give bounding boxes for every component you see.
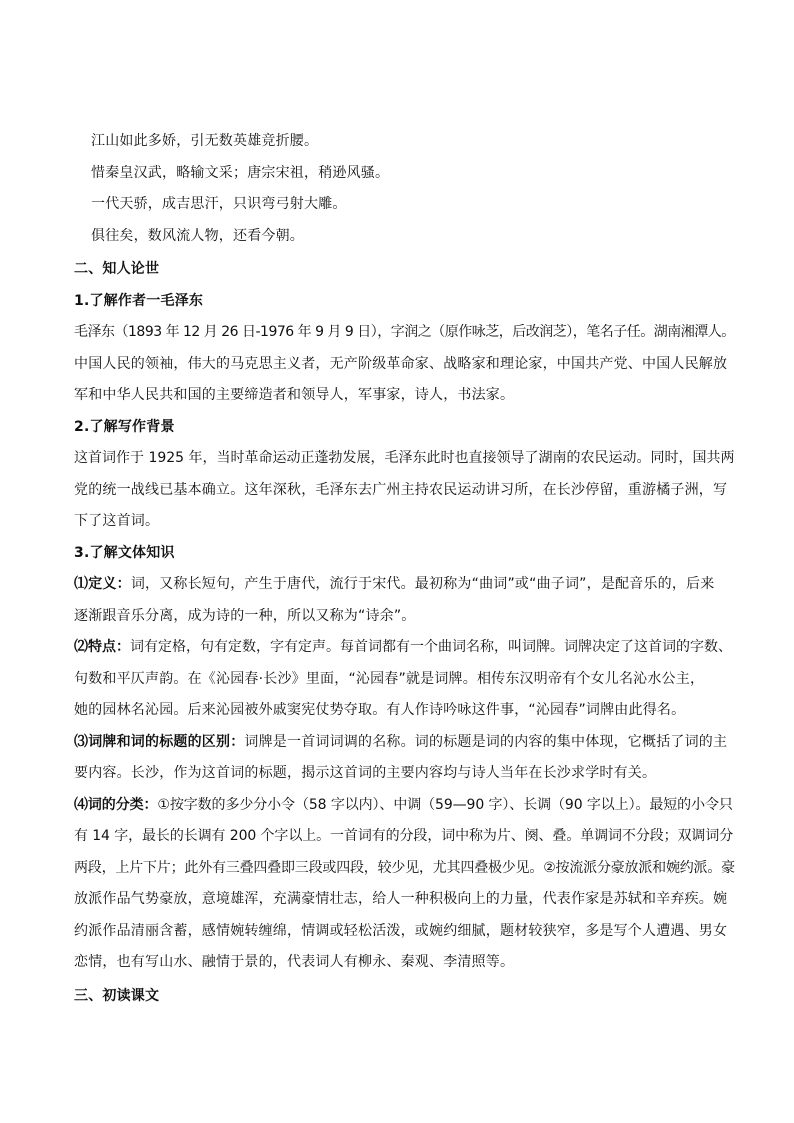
document-page <box>74 126 736 1012</box>
paragraph-line: 逐渐跟音乐分离，成为诗的一种，所以又称为“诗余”。 <box>74 607 416 624</box>
paragraph-line: 有 14 字，最长的长调有 200 个字以上。一首词有的分段，词中称为片、阕、叠。单调词不分段；双调词分 <box>74 828 734 844</box>
paragraph-line: 党的统一战线已基本确立。这年深秋，毛泽东去广州主持农民运动讲习所，在长沙停留，重游橘子洲，写 <box>74 481 728 498</box>
section-heading-2: 二、知人论世 <box>74 261 160 277</box>
paragraph-line: 约派作品清丽含蓄，感情婉转缠绵，情调或轻松活泼，或婉约细腻，题材较狭窄，多是写个人遭遇、男女 <box>74 922 728 939</box>
paragraph-line: 两段，上片下片；此外有三叠四叠即三段或四段，较少见，尤其四叠极少见。②按流派分豪放派和婉约派。豪 <box>74 859 735 876</box>
paragraph-line: 恋情，也有写山水、融情于景的，代表词人有柳永、秦观、李清照等。 <box>74 954 515 970</box>
paragraph-line: 中国人民的领袖，伟大的马克思主义者，无产阶级革命家、战略家和理论家，中国共产党、中国人民解放 <box>74 355 728 372</box>
poem-line: 一代天骄，成吉思汗，只识弯弓射大雕。 <box>91 196 347 212</box>
definition-lead: ⑴定义： <box>74 576 131 592</box>
paragraph-line: 这首词作于 1925 年，当时革命运动正蓬勃发展，毛泽东此时也直接领导了湖南的农民运动。同时，国共两 <box>74 450 735 466</box>
paragraph-line: 毛泽东（1893 年 12 月 26 日-1976 年 9 月 9 日），字润之（原作咏芝，后改润芝），笔名子任。湖南湘潭人。 <box>74 324 735 340</box>
paragraph-line: 下了这首词。 <box>74 513 160 529</box>
section-heading-3: 三、初读课文 <box>74 987 160 1004</box>
poem-line: 惜秦皇汉武，略输文采；唐宗宋祖，稍逊风骚。 <box>91 164 390 181</box>
features-lead: ⑵特点： <box>74 639 130 655</box>
difference-text: 词牌是一首词词调的名称。词的标题是词的内容的集中体现，它概括了词的主 <box>244 733 728 750</box>
difference-lead: ⑶词牌和词的标题的区别： <box>74 733 245 750</box>
difference-line-1 <box>74 727 736 759</box>
subheading-genre: 3.了解文体知识 <box>74 544 175 561</box>
features-text: 词有定格，句有定数，字有定声。每首词都有一个曲词名称，叫词牌。词牌决定了这首词的字数、 <box>130 639 732 655</box>
definition-text: 词，又称长短句，产生于唐代，流行于宋代。最初称为“曲词”或“曲子词”，是配音乐的，后来 <box>130 576 715 592</box>
classification-lead: ⑷词的分类： <box>74 796 158 813</box>
features-line-1 <box>74 632 736 664</box>
paragraph-line: 她的园林名沁园。后来沁园被外戚窦宪仗势夺取。有人作诗吟咏这件事，“沁园春”词牌由此得名。 <box>74 702 686 718</box>
paragraph-line: 军和中华人民共和国的主要缔造者和领导人，军事家，诗人，书法家。 <box>74 387 515 403</box>
subheading-background: 2.了解写作背景 <box>74 418 175 435</box>
poem-line: 江山如此多娇，引无数英雄竞折腰。 <box>91 133 319 149</box>
classification-line-1 <box>74 790 736 822</box>
poem-line: 俱往矣，数风流人物，还看今朝。 <box>91 227 304 244</box>
paragraph-line: 要内容。长沙，作为这首词的标题，揭示这首词的主要内容均与诗人当年在长沙求学时有关。 <box>74 765 657 781</box>
definition-line-1 <box>74 569 736 601</box>
subheading-author: 1.了解作者一毛泽东 <box>74 292 204 309</box>
paragraph-line: 放派作品气势豪放，意境雄浑，充满豪情壮志，给人一种积极向上的力量，代表作家是苏轼和辛弃疾。婉 <box>74 891 728 907</box>
classification-text: ①按字数的多少分小令（58 字以内）、中调（59—90 字）、长调（90 字以上）。最短的小令只 <box>157 796 733 813</box>
paragraph-line: 句数和平仄声韵。在《沁园春·长沙》里面，“沁园春”就是词牌。相传东汉明帝有个女儿名沁水公主， <box>74 670 705 687</box>
